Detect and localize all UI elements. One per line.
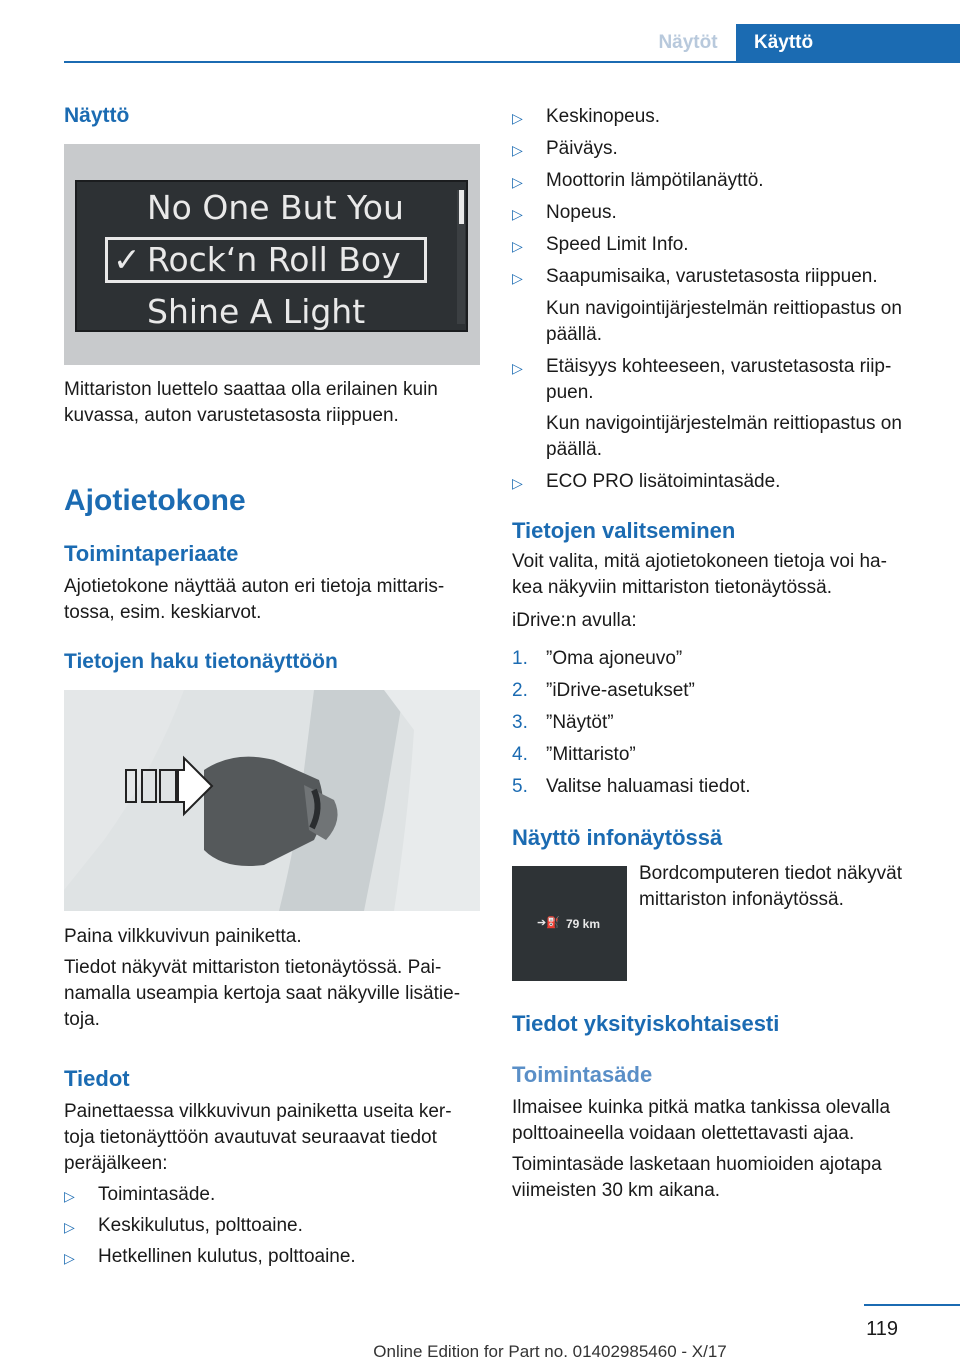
list-line-3: Shine A Light (147, 292, 366, 331)
checkmark-icon: ✓ (113, 241, 141, 278)
list-item-text: Moottorin lämpötilanäyttö. (546, 170, 764, 191)
info-text-1: Painettaessa vilkkuvivun painiketta useita ker‐ (64, 1101, 452, 1122)
list-item-text: Speed Limit Info. (546, 234, 689, 255)
info-heading: Tiedot (64, 1066, 130, 1091)
triangle-bullet-icon: ▷ (512, 110, 523, 126)
tab-naytot[interactable]: Näytöt (658, 31, 718, 53)
list-item-text: Keskikulutus, polttoaine. (98, 1215, 303, 1236)
image-caption-line-1: Mittariston luettelo saattaa olla erilainen kuin (64, 379, 438, 400)
shown-text-2: namalla useampia kertoja saat näkyville lisätie‐ (64, 983, 461, 1004)
tab-kaytto[interactable]: Käyttö (736, 24, 960, 61)
range-heading: Toimintasäde (512, 1062, 653, 1087)
step-text: ”Oma ajoneuvo” (546, 648, 683, 669)
shown-text-3: toja. (64, 1009, 100, 1030)
shown-text-1: Tiedot näkyvät mittariston tietonäytössä. Pai‐ (64, 957, 442, 978)
list-item-text: ECO PRO lisätoimintasäde. (546, 471, 781, 492)
principle-text-1: Ajotietokone näyttää auton eri tietoja mittaris‐ (64, 576, 445, 597)
display-heading: Näyttö (64, 104, 130, 127)
triangle-bullet-icon: ▷ (64, 1219, 75, 1235)
list-line-1: No One But You (147, 188, 404, 227)
range-text-1: Ilmaisee kuinka pitkä matka tankissa olevalla (512, 1097, 891, 1118)
section-title: Ajotietokone (64, 484, 246, 517)
list-item-text: Päiväys. (546, 138, 618, 159)
step-number: 4. (512, 744, 528, 765)
edition-footer: Online Edition for Part no. 01402985460 - X/17 (373, 1342, 727, 1361)
range-value: 79 km (566, 917, 601, 931)
scrollbar-thumb (459, 190, 464, 224)
nav-note-2: Kun navigointijärjestelmän reittiopastus on (546, 413, 902, 434)
info-display-text-2: mittariston infonäytössä. (639, 889, 844, 910)
triangle-bullet-icon: ▷ (512, 475, 523, 491)
triangle-bullet-icon: ▷ (512, 174, 523, 190)
list-line-2: Rock‘n Roll Boy (147, 240, 401, 279)
list-item-text: Toimintasäde. (98, 1184, 216, 1205)
range-text-3: Toimintasäde lasketaan huomioiden ajotapa (512, 1154, 882, 1175)
list-item-text: Saapumisaika, varustetasosta riippuen. (546, 266, 878, 287)
triangle-bullet-icon: ▷ (512, 360, 523, 376)
range-text-4: viimeisten 30 km aikana. (512, 1180, 721, 1201)
triangle-bullet-icon: ▷ (512, 238, 523, 254)
info-text-2: toja tietonäyttöön avautuvat seuraavat tiedot (64, 1127, 437, 1148)
step-text: Valitse haluamasi tiedot. (546, 776, 751, 797)
header-rule (64, 61, 960, 63)
nav-note-2-cont: päällä. (546, 439, 602, 460)
triangle-bullet-icon: ▷ (64, 1250, 75, 1266)
press-text: Paina vilkkuvivun painiketta. (64, 926, 302, 947)
principle-heading: Toimintaperiaate (64, 541, 239, 566)
info-display-text-1: Bordcomputeren tiedot näkyvät (639, 863, 902, 884)
select-heading: Tietojen valitseminen (512, 518, 736, 543)
select-text-1: Voit valita, mitä ajotietokoneen tietoja voi ha‐ (512, 551, 887, 572)
list-item-text: Hetkellinen kulutus, polttoaine. (98, 1246, 356, 1267)
info-display-image (512, 866, 627, 981)
step-number: 2. (512, 680, 528, 701)
nav-note-1-cont: päällä. (546, 324, 602, 345)
step-text: ”Näytöt” (546, 712, 614, 733)
select-text-2: kea näkyviin mittariston tietonäytössä. (512, 577, 832, 598)
footer-rule (864, 1304, 960, 1306)
step-text: ”Mittaristo” (546, 744, 636, 765)
triangle-bullet-icon: ▷ (64, 1188, 75, 1204)
lever-illustration (64, 690, 480, 911)
display-screen (75, 180, 468, 332)
principle-text-2: tossa, esim. keskiarvot. (64, 602, 262, 623)
triangle-bullet-icon: ▷ (512, 206, 523, 222)
playlist-display-image (64, 144, 480, 365)
step-number: 3. (512, 712, 528, 733)
list-item-text: Etäisyys kohteeseen, varustetasosta riip‐ (546, 356, 892, 377)
range-text-2: polttoaineella voidaan olettettavasti ajaa. (512, 1123, 855, 1144)
triangle-bullet-icon: ▷ (512, 270, 523, 286)
info-display-heading: Näyttö infonäytössä (512, 825, 723, 850)
fetch-heading: Tietojen haku tietonäyttöön (64, 650, 338, 673)
details-heading: Tiedot yksityiskohtaisesti (512, 1011, 780, 1036)
step-text: ”iDrive-asetukset” (546, 680, 695, 701)
triangle-bullet-icon: ▷ (512, 142, 523, 158)
image-caption-line-2: kuvassa, auton varustetasosta riippuen. (64, 405, 399, 426)
idrive-text: iDrive:n avulla: (512, 610, 637, 631)
nav-note-1: Kun navigointijärjestelmän reittiopastus on (546, 298, 902, 319)
distance-cont: puen. (546, 382, 594, 403)
page-number: 119 (866, 1318, 898, 1340)
list-item-text: Nopeus. (546, 202, 617, 223)
step-number: 1. (512, 648, 528, 669)
fuel-range-icon: ➔⛽ (537, 917, 560, 929)
info-text-3: peräjälkeen: (64, 1153, 168, 1174)
turn-signal-lever-image (64, 690, 480, 911)
step-number: 5. (512, 776, 528, 797)
list-item-text: Keskinopeus. (546, 106, 661, 127)
